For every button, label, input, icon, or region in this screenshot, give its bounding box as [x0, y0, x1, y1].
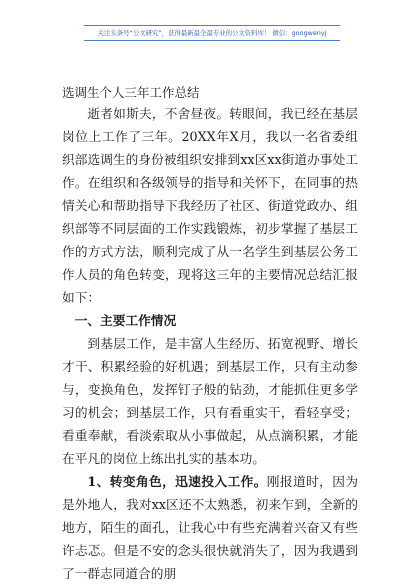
document-title: 选调生个人三年工作总结 — [62, 85, 200, 100]
header-banner: 关注头条号“公文研究”，获得最新最全最专业的公文资料库！ 微信：gongwenyj — [84, 25, 340, 41]
paragraph-role-change — [62, 470, 358, 585]
section-heading: 一、主要工作情况 — [74, 313, 177, 328]
subheading-role-change: 1、转变角色，迅速投入工作。 — [87, 474, 267, 489]
paragraph-role-change-text: 刚报道时，因为是外地人，我对xx区还不太熟悉，初来乍到，全新的地方，陌生的面孔，让我心中有些充满着兴奋又有些许忐忑。但是不安的念头很快就消失了，因为我遇到了一群志同道合的朋 — [62, 474, 359, 581]
paragraph-intro: 逝者如斯夫，不舍昼夜。转眼间，我已经在基层岗位上工作了三年。20XX年X月，我以一名省委组织部选调生的身份被组织安排到xx区xx街道办事处工作。在组织和各级领导的指导和关怀下，在同事的热情关心和帮助指导下我经历了社区、街道党政办、组织部等不同层面的工作实践锻炼，初步掌握了基层工作的方式方法，顺利完成了从一名学生到基层公务工作人员的角色转变，现将这三年的主要情况总结汇报如下： — [62, 106, 358, 305]
document-body — [62, 102, 358, 585]
paragraph-basic-work: 到基层工作，是丰富人生经历、拓宽视野、增长才干、积累经验的好机遇；到基层工作，只有主动参与，变换角色，发挥钉子般的钻劲，才能抓住更多学习的机会；到基层工作，只有看重实干，看轻享受；看重奉献，看淡索取从小事做起，从点滴积累，才能在平凡的岗位上练出扎实的基本功。 — [62, 336, 358, 466]
